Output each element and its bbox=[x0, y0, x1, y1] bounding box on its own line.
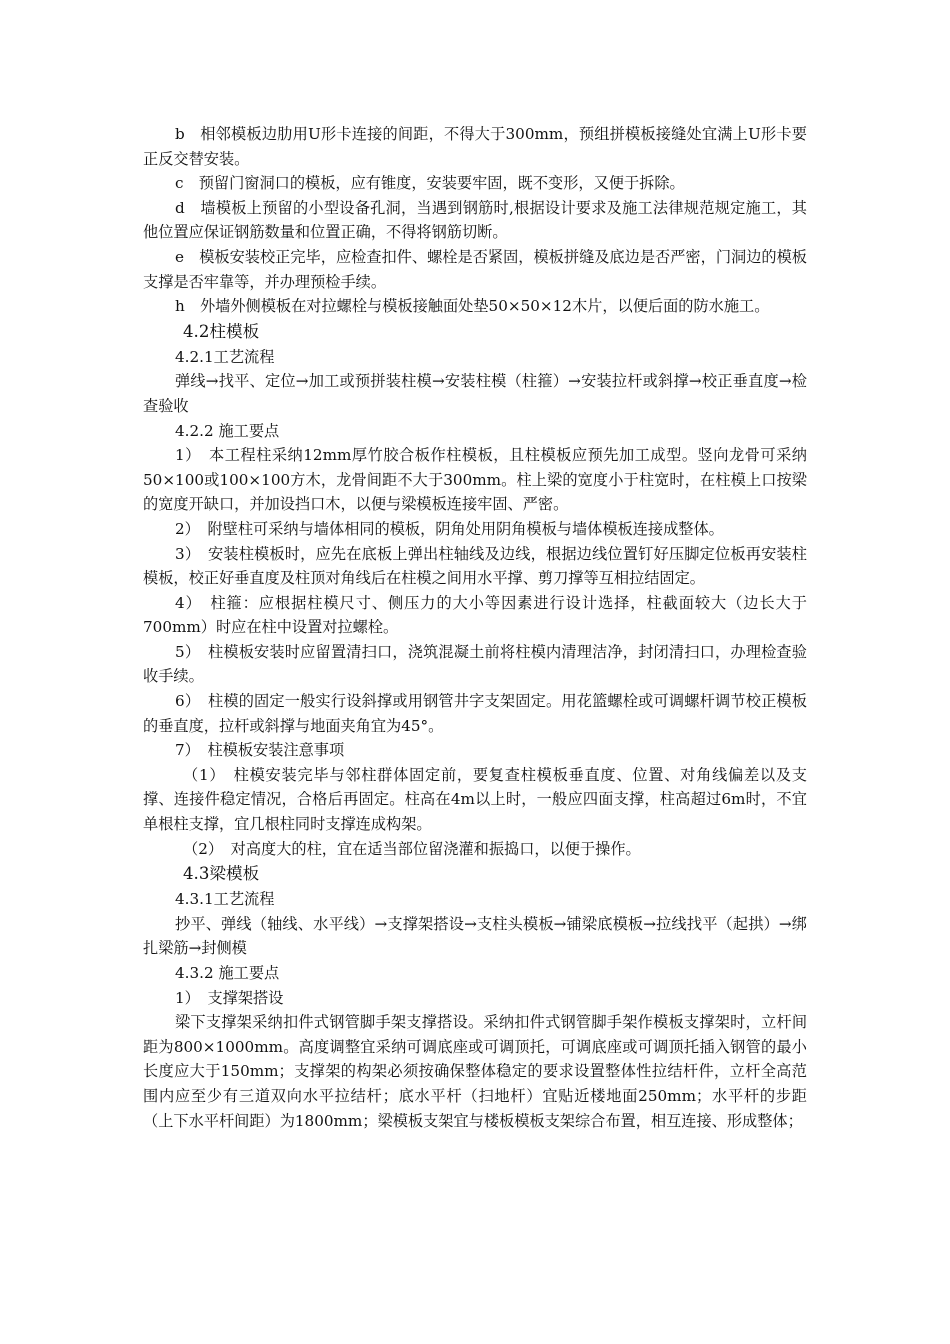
column-item-2: 2） 附壁柱可采纳与墙体相同的模板，阴角处用阴角模板与墙体模板连接成整体。 bbox=[175, 519, 724, 538]
section-4-3-title: 4.3梁模板 bbox=[183, 864, 260, 884]
column-item-3: 3） 安装柱模板时，应先在底板上弹出柱轴线及边线，根据边线位置钉好压脚定位板再安装柱模板，校正好垂直度及柱顶对角线后在柱模之间用水平撑、剪刀撑等互相拉结固定。 bbox=[143, 544, 807, 588]
column-item-4: 4） 柱箍：应根据柱模尺寸、侧压力的大小等因素进行设计选择，柱截面较大（边长大于700mm）时应在柱中设置对拉螺栓。 bbox=[143, 593, 807, 637]
column-subitem-1: （1） 柱模安装完毕与邻柱群体固定前，要复查柱模板垂直度、位置、对角线偏差以及支撑、连接件稳定情况，合格后再固定。柱高在4m以上时，一般应四面支撑，柱高超过6m时，不宜单根柱支撑，宜几根柱同时支撑连成构架。 bbox=[143, 765, 807, 834]
paragraph-c: c 预留门窗洞口的模板，应有锥度，安装要牢固，既不变形，又便于拆除。 bbox=[175, 174, 685, 193]
section-4-3-1-title: 4.3.1工艺流程 bbox=[175, 890, 275, 909]
section-4-3-2-title: 4.3.2 施工要点 bbox=[175, 964, 280, 982]
beam-support-paragraph: 梁下支撑架采纳扣件式钢管脚手架支撑搭设。采纳扣件式钢管脚手架作模板支撑架时，立杆间距为800×1000mm。高度调整宜采纳可调底座或可调顶托，可调底座或可调顶托插入钢管的最小长度应大于150mm；支撑架的构架必须按确保整体稳定的要求设置整体性拉结杆件，立杆全高范围内应至少有三道双向水平拉结杆；底水平杆（扫地杆）宜贴近楼地面250mm；水平杆的步距（上下水平杆间距）为1800mm；梁模板支架宜与楼板模板支架综合布置，相互连接、形成整体； bbox=[143, 1013, 807, 1130]
document-page bbox=[143, 122, 807, 1133]
paragraph-h: h 外墙外侧模板在对拉螺栓与模板接触面处垫50×50×12木片，以便后面的防水施工。 bbox=[175, 297, 770, 316]
column-item-6: 6） 柱模的固定一般实行设斜撑或用钢管井字支架固定。用花篮螺栓或可调螺杆调节校正模板的垂直度，拉杆或斜撑与地面夹角宜为45°。 bbox=[143, 692, 807, 735]
column-item-7: 7） 柱模板安装注意事项 bbox=[175, 741, 345, 760]
section-4-2-title: 4.2柱模板 bbox=[183, 321, 260, 341]
column-item-1: 1） 本工程柱采纳12mm厚竹胶合板作柱模板，且柱模板应预先加工成型。竖向龙骨可采纳50×100或100×100方木，龙骨间距不大于300mm。柱上梁的宽度小于柱宽时，在柱模上口按梁的宽度开缺口，并加设挡口木，以便与梁模板连接牢固、严密。 bbox=[143, 446, 807, 514]
section-4-3-1-text: 抄平、弹线（轴线、水平线）→支撑架搭设→支柱头模板→铺梁底模板→拉线找平（起拱）→绑扎梁筋→封侧模 bbox=[143, 914, 807, 958]
section-4-2-1-title: 4.2.1工艺流程 bbox=[175, 347, 275, 366]
paragraph-b: b 相邻模板边肋用U形卡连接的间距，不得大于300mm，预组拼模板接缝处宜满上U形卡要正反交替安装。 bbox=[143, 125, 807, 168]
column-subitem-2: （2） 对高度大的柱，宜在适当部位留浇灌和振捣口，以便于操作。 bbox=[183, 839, 641, 858]
section-4-2-2-title: 4.2.2 施工要点 bbox=[175, 421, 280, 440]
column-item-5: 5） 柱模板安装时应留置清扫口，浇筑混凝土前将柱模内清理洁净，封闭清扫口，办理检查验收手续。 bbox=[143, 642, 807, 686]
paragraph-d: d 墙模板上预留的小型设备孔洞，当遇到钢筋时,根据设计要求及施工法律规范规定施工，其他位置应保证钢筋数量和位置正确，不得将钢筋切断。 bbox=[143, 198, 807, 242]
section-4-2-1-text: 弹线→找平、定位→加工或预拼装柱模→安装柱模（柱箍）→安装拉杆或斜撑→校正垂直度→检查验收 bbox=[143, 372, 807, 415]
beam-item-1: 1） 支撑架搭设 bbox=[175, 988, 284, 1007]
paragraph-e: e 模板安装校正完毕，应检查扣件、螺栓是否紧固，模板拼缝及底边是否严密，门洞边的模板支撑是否牢靠等，并办理预检手续。 bbox=[143, 247, 807, 291]
